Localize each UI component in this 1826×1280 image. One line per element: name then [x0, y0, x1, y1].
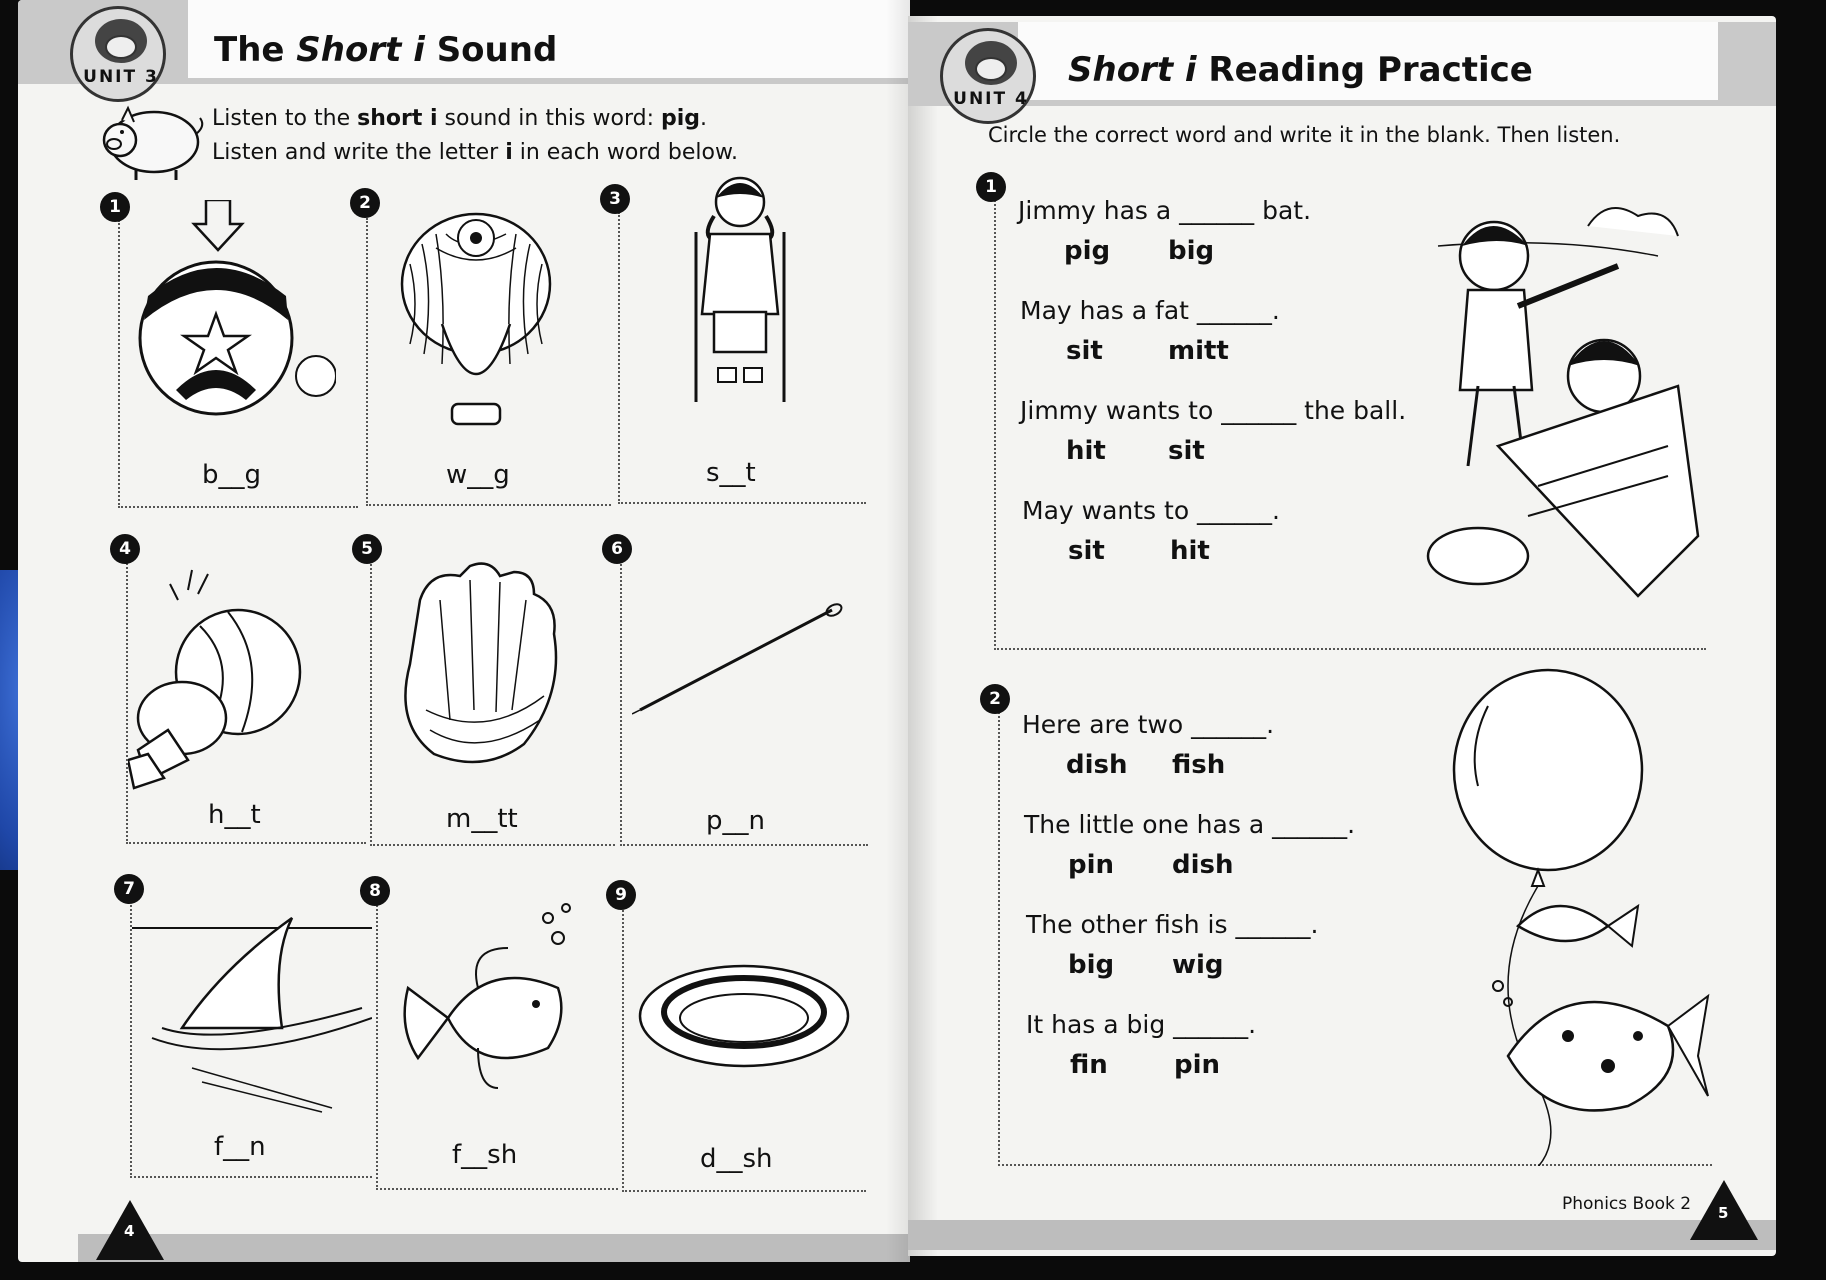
word-choice[interactable]: sit: [1066, 336, 1103, 366]
fish-balloon-icon: [1428, 666, 1718, 1166]
page-title: The Short i Sound: [214, 30, 558, 70]
dish-icon: [638, 962, 858, 1082]
right-footer-band: [908, 1220, 1776, 1250]
page-number: 5: [1718, 1204, 1729, 1222]
girl-sitting-icon: [680, 172, 800, 412]
item-number: 1: [100, 192, 130, 222]
spine-shadow-right: [908, 16, 938, 1256]
word-choice[interactable]: hit: [1066, 436, 1106, 466]
word-blank[interactable]: w__g: [446, 460, 510, 490]
goldfish-icon: [398, 898, 598, 1118]
section-number: 1: [976, 172, 1006, 202]
monkey-muzzle: [105, 35, 137, 59]
children-baseball-icon: [1418, 186, 1718, 636]
page-title: Short i Reading Practice: [1068, 50, 1533, 90]
word-choice[interactable]: fish: [1172, 750, 1226, 780]
word-choice[interactable]: fin: [1070, 1050, 1108, 1080]
item-cell: [620, 560, 868, 846]
sentence: Jimmy has a ______ bat.: [1018, 196, 1312, 225]
item-number: 4: [110, 534, 140, 564]
unit-label: UNIT 3: [83, 67, 159, 87]
sentence: May has a fat ______.: [1020, 296, 1280, 325]
spine-shadow: [886, 0, 910, 1262]
word-choice[interactable]: big: [1168, 236, 1215, 266]
word-choice[interactable]: pin: [1068, 850, 1115, 880]
page-number: 4: [124, 1222, 135, 1240]
boxing-glove-icon: [128, 560, 368, 790]
item-number: 3: [600, 184, 630, 214]
word-choice[interactable]: sit: [1068, 536, 1105, 566]
word-choice[interactable]: dish: [1066, 750, 1128, 780]
item-number: 7: [114, 874, 144, 904]
word-blank[interactable]: d__sh: [700, 1144, 773, 1174]
monkey-muzzle: [975, 57, 1007, 81]
section-number: 2: [980, 684, 1010, 714]
word-blank[interactable]: s__t: [706, 458, 756, 488]
instructions: Listen to the short i sound in this word: pig. Listen and write the letter i in each word below.: [212, 106, 738, 165]
word-choice[interactable]: big: [1068, 950, 1115, 980]
word-choice[interactable]: sit: [1168, 436, 1205, 466]
item-number: 2: [350, 188, 380, 218]
word-choice[interactable]: mitt: [1168, 336, 1229, 366]
word-blank[interactable]: h__t: [208, 800, 261, 830]
unit-badge-right: [940, 28, 1036, 124]
item-number: 6: [602, 534, 632, 564]
shark-fin-icon: [132, 898, 372, 1118]
word-choice[interactable]: pin: [1174, 1050, 1221, 1080]
word-blank[interactable]: f__n: [214, 1132, 266, 1162]
item-number: 5: [352, 534, 382, 564]
wig-icon: [396, 204, 566, 444]
sentence: The little one has a ______.: [1024, 810, 1356, 839]
word-blank[interactable]: f__sh: [452, 1140, 518, 1170]
instructions: Circle the correct word and write it in the blank. Then listen.: [988, 123, 1621, 147]
sentence: It has a big ______.: [1026, 1010, 1257, 1039]
left-footer-band: [78, 1234, 910, 1262]
sentence: May wants to ______.: [1022, 496, 1281, 525]
item-number: 8: [360, 876, 390, 906]
word-blank[interactable]: m__tt: [446, 804, 518, 834]
word-blank[interactable]: p__n: [706, 806, 765, 836]
beach-ball-icon: [136, 200, 336, 420]
word-choice[interactable]: dish: [1172, 850, 1234, 880]
baseball-mitt-icon: [400, 560, 580, 780]
left-page: [18, 0, 910, 1262]
item-number: 9: [606, 880, 636, 910]
pig-icon: [92, 94, 212, 184]
word-choice[interactable]: wig: [1172, 950, 1224, 980]
unit-label: UNIT 4: [953, 89, 1029, 109]
unit-badge-left: [70, 6, 166, 102]
book-title: Phonics Book 2: [1562, 1194, 1692, 1214]
word-choice[interactable]: pig: [1064, 236, 1111, 266]
right-page: [908, 16, 1776, 1256]
pin-icon: [632, 600, 852, 720]
sentence: The other fish is ______.: [1026, 910, 1319, 939]
word-blank[interactable]: b__g: [202, 460, 262, 490]
sentence: Here are two ______.: [1022, 710, 1275, 739]
sentence: Jimmy wants to ______ the ball.: [1020, 396, 1407, 425]
word-choice[interactable]: hit: [1170, 536, 1210, 566]
